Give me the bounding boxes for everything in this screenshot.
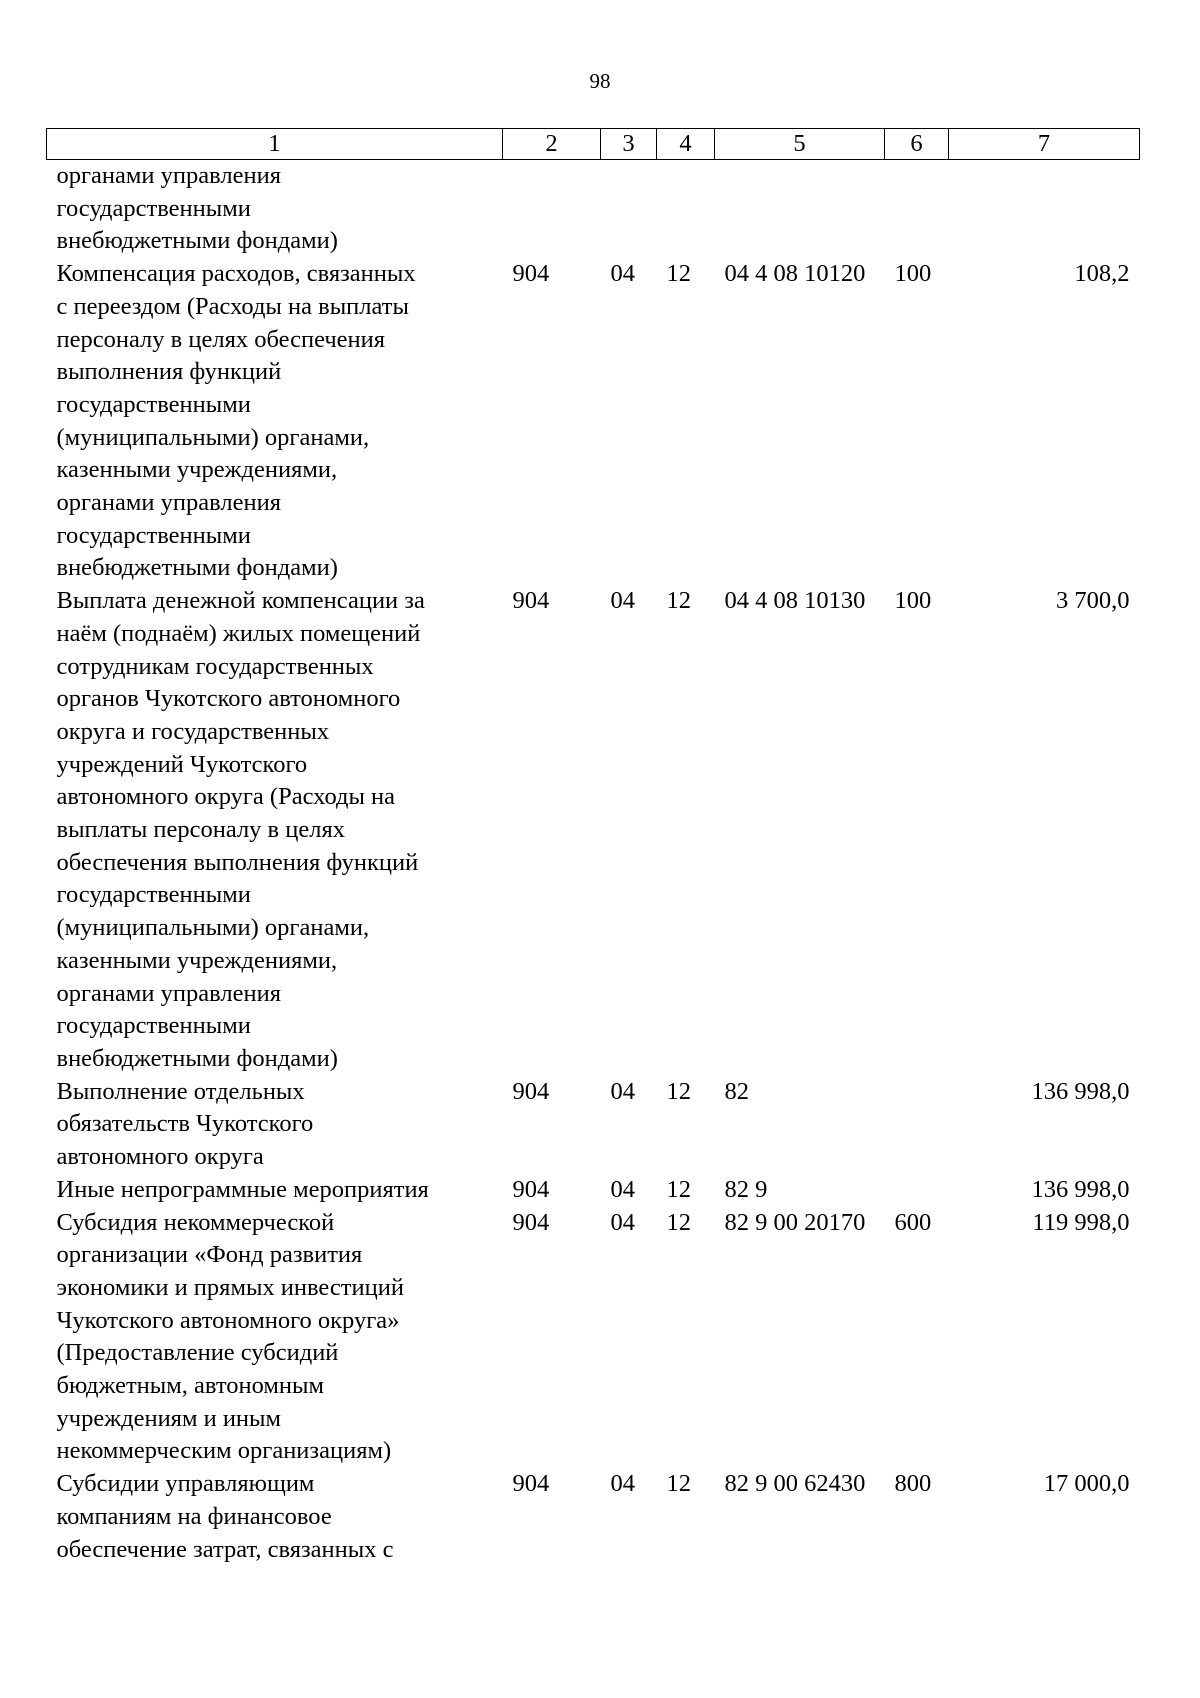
row-admin-code [503,160,601,259]
row-name-line: учреждений Чукотского [56,750,308,778]
row-amount: 108,2 [1074,260,1130,288]
row-name-line: Иные непрограммные мероприятия [56,1175,429,1203]
row-amount: 136 998,0 [1031,1175,1130,1203]
table-row [47,160,1140,259]
table-row [47,1468,1140,1566]
row-name-line: (муниципальными) органами, [56,914,370,942]
row-amount [949,160,1140,259]
row-subsection-code: 12 [666,1077,691,1105]
row-name-line: учреждениям и иным [56,1404,282,1432]
header-col-5: 5 [715,129,885,160]
row-name-line: государственными [56,881,251,909]
row-name-line: наём (поднаём) жилых помещений [56,619,421,647]
row-name-line: Субсидии управляющим [56,1470,315,1498]
row-target-article: 82 9 00 20170 [724,1208,866,1236]
row-target-article: 04 4 08 10120 [724,260,866,288]
row-expense-type: 100 [894,260,932,288]
row-name-line: Компенсация расходов, связанных [56,260,416,288]
row-amount: 17 000,0 [1043,1470,1130,1498]
row-name-line: персоналу в целях обеспечения [56,325,386,353]
row-name-line: некоммерческим организациям) [56,1437,392,1465]
row-subsection-code: 12 [666,587,691,615]
row-name-line: округа и государственных [56,717,330,745]
header-col-1: 1 [47,129,503,160]
row-target-article: 82 9 [724,1175,768,1203]
row-section-code: 04 [610,1208,635,1236]
row-name-line: организации «Фонд развития [56,1241,363,1269]
header-col-7: 7 [949,129,1140,160]
row-name-cell [47,1207,503,1469]
row-name-line: внебюджетными фондами) [56,227,338,255]
row-amount: 119 998,0 [1032,1208,1130,1236]
row-expense-type [885,1174,949,1207]
row-name-line: государственными [56,390,251,418]
row-admin-code: 904 [512,1208,550,1236]
row-expense-type [885,160,949,259]
row-subsection-code: 12 [666,1208,691,1236]
row-name-line: компаниям на финансовое [56,1502,332,1530]
row-target-article: 82 9 00 62430 [724,1470,866,1498]
table-row [47,258,1140,585]
header-col-6: 6 [885,129,949,160]
row-amount: 136 998,0 [1031,1077,1130,1105]
row-admin-code: 904 [512,1470,550,1498]
table-body [47,160,1140,1567]
row-name-line: Выплата денежной компенсации за [56,587,425,615]
table-row [47,1076,1140,1174]
table-row [47,585,1140,1076]
row-name-line: органами управления [56,489,281,517]
table-row [47,1174,1140,1207]
row-name-line: выполнения функций [56,358,282,386]
row-expense-type: 800 [894,1470,932,1498]
row-expense-type [885,1076,949,1174]
page-number: 98 [589,69,611,93]
row-name-cell [47,160,503,259]
row-name-line: бюджетным, автономным [56,1372,324,1400]
header-col-4: 4 [657,129,715,160]
row-name-line: государственными [56,194,251,222]
header-col-3: 3 [601,129,657,160]
row-name-cell [47,1076,503,1174]
table-row [47,1207,1140,1469]
row-name-line: государственными [56,521,251,549]
row-name-cell [47,258,503,585]
row-name-line: казенными учреждениями, [56,456,338,484]
row-section-code: 04 [610,587,635,615]
row-name-line: органами управления [56,979,281,1007]
row-subsection-code: 12 [666,260,691,288]
row-admin-code: 904 [512,587,550,615]
row-name-line: внебюджетными фондами) [56,554,338,582]
row-name-line: (Предоставление субсидий [56,1339,339,1367]
row-admin-code: 904 [512,1175,550,1203]
row-name-line: казенными учреждениями, [56,946,338,974]
row-name-cell [47,1174,503,1207]
row-target-article: 82 [724,1077,749,1105]
row-name-line: автономного округа (Расходы на [56,783,396,811]
row-name-line: экономики и прямых инвестиций [56,1273,404,1301]
row-name-line: с переездом (Расходы на выплаты [56,292,409,320]
row-section-code: 04 [610,1077,635,1105]
row-name-line: выплаты персоналу в целях [56,816,345,844]
row-subsection-code: 12 [666,1175,691,1203]
row-admin-code: 904 [512,1077,550,1105]
row-admin-code: 904 [512,260,550,288]
header-col-2: 2 [503,129,601,160]
row-name-line: внебюджетными фондами) [56,1044,338,1072]
row-name-cell [47,1468,503,1566]
row-expense-type: 600 [894,1208,932,1236]
row-name-line: (муниципальными) органами, [56,423,370,451]
row-section-code: 04 [610,1175,635,1203]
row-name-line: Субсидия некоммерческой [56,1208,335,1236]
row-name-line: органов Чукотского автономного [56,685,401,713]
table-header [47,129,1140,160]
row-name-line: органами управления [56,162,281,189]
header-row [47,129,1140,160]
row-name-cell [47,585,503,1076]
budget-table [46,128,1140,1566]
row-section-code: 04 [610,1470,635,1498]
row-target-article: 04 4 08 10130 [724,587,866,615]
row-name-line: Выполнение отдельных [56,1077,305,1105]
row-subsection-code [657,160,715,259]
row-name-line: государственными [56,1012,251,1040]
row-name-line: обеспечения выполнения функций [56,848,419,876]
row-section-code [601,160,657,259]
row-name-line: обязательств Чукотского [56,1110,314,1138]
row-subsection-code: 12 [666,1470,691,1498]
row-section-code: 04 [610,260,635,288]
row-target-article [715,160,885,259]
budget-table-container [46,128,1139,1566]
row-name-line: обеспечение затрат, связанных с [56,1535,394,1563]
row-expense-type: 100 [894,587,932,615]
row-name-line: автономного округа [56,1143,264,1171]
row-name-line: Чукотского автономного округа» [56,1306,400,1334]
row-amount: 3 700,0 [1056,587,1130,615]
row-name-line: сотрудникам государственных [56,652,374,680]
